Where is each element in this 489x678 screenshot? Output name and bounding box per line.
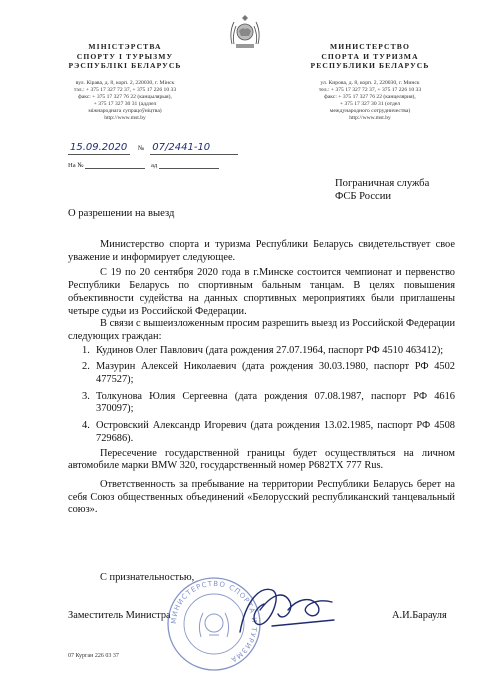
address-line: міжнароднага супрацоўніцтва) [88, 107, 162, 114]
body-paragraph: С 19 по 20 сентября 2020 года в г.Минске состоится чемпионат и первенство Республики Беларусь по спортивным бальным танцам. В целях повышения объективности судейства на данных спортивных мероприятиях были приглашены четыре судьи из Российской Федерации. [68, 267, 455, 317]
ministry-title-line: МИНИСТЕРСТВО [330, 42, 410, 51]
list-item-text: Островский Александр Игоревич (дата рождения 13.02.1985, паспорт РФ 4508 729686). [96, 420, 455, 444]
address-line: тэл.: + 375 17 327 72 37, + 375 17 226 10 33 [73, 86, 177, 93]
in-reply-field [85, 160, 145, 169]
recipient-block [335, 177, 475, 203]
address-line: ул. Кирова, д. 8, корп. 2, 220030, г. Минск [320, 79, 420, 86]
seal-text: МИНИСТЕРСТВО СПОРТА И ТУРИЗМА [169, 579, 259, 664]
ministry-title-line: СПОРТА И ТУРИЗМА [321, 51, 419, 61]
list-item-text: Мазурин Алексей Николаевич (дата рождения 30.03.1980, паспорт РФ 4502 477527); [96, 361, 455, 386]
ministry-title-line: РЕСПУБЛИКИ БЕЛАРУСЬ [310, 61, 430, 70]
signatory-name: А.И.Барауля [392, 610, 447, 621]
ministry-title-line: МІНІСТЭРСТВА [88, 42, 162, 51]
reference-date-number-line [68, 137, 248, 153]
body-paragraph: Пересечение государственной границы будет осуществляться на личном автомобиле марки BMW 320, государственный номер Р682ТХ 777 Rus. [68, 447, 455, 472]
in-reply-line [68, 160, 258, 169]
website-link[interactable]: http://www.mst.by [349, 114, 391, 121]
website-link[interactable]: http://www.mst.by [104, 114, 146, 121]
address-line: + 375 17 327 30 31 (аддзел [93, 100, 157, 107]
letterhead-right [275, 42, 465, 122]
list-item-text: Кудинов Олег Павлович (дата рождения 27.07.1964, паспорт РФ 4510 463412); [96, 344, 444, 356]
address-line: факс: + 375 17 327 76 22 (канцелярия), [324, 93, 416, 100]
from-field [159, 160, 219, 169]
subject-line: О разрешении на выезд [68, 208, 175, 219]
citizen-list [68, 345, 455, 446]
date-field [68, 141, 130, 155]
ministry-address-russian [275, 80, 465, 122]
list-item [82, 345, 455, 358]
list-item-number: 4. [82, 420, 90, 432]
ministry-title-line: СПОРТУ І ТУРЫЗМУ [76, 51, 174, 61]
list-item [82, 361, 455, 386]
letter-body [68, 239, 455, 517]
number-label: № [138, 145, 145, 152]
coat-of-arms-emblem [228, 14, 262, 52]
ministry-address-belarusian [30, 80, 220, 122]
address-line: тел.: + 375 17 327 72 37, + 375 17 226 10 33 [318, 86, 422, 93]
list-item-number: 2. [82, 361, 90, 373]
address-line: факс: + 375 17 327 76 22 (канцылярыя), [78, 93, 172, 100]
body-paragraph: Министерство спорта и туризма Республики Беларусь свидетельствует свое уважение и информирует следующее. [68, 239, 455, 263]
from-label: ад [150, 162, 158, 169]
list-item-number: 3. [82, 390, 90, 402]
handwritten-signature [232, 580, 347, 640]
signatory-position: Заместитель Министра [68, 610, 171, 621]
recipient-line: ФСБ России [335, 191, 392, 202]
address-line: вул. Кірава, д. 8, корп. 2, 220030, г. Мінск [75, 79, 175, 86]
list-item [82, 420, 455, 445]
executor-contact: 07 Курган 226 03 37 [68, 653, 119, 659]
body-paragraph: В связи с вышеизложенным просим разрешить выезд из Российской Федерации следующих граждан: [68, 318, 455, 342]
address-line: международного сотрудничества) [329, 107, 411, 114]
list-item-number: 1. [82, 344, 90, 356]
in-reply-label: На № [68, 162, 84, 169]
closing-regards: С признательностью, [100, 572, 195, 583]
body-paragraph: Ответственность за пребывание на территории Республики Беларусь берет на себя Союз общественных объединений «Белорусский республиканский танцевальный союз». [68, 478, 455, 516]
handwritten-date: 15.09.2020 [70, 142, 128, 153]
ministry-title-line: РЭСПУБЛІКІ БЕЛАРУСЬ [68, 61, 182, 70]
recipient-line: Пограничная служба [335, 178, 430, 189]
handwritten-number: 07/2441-10 [152, 142, 211, 153]
list-item [82, 391, 455, 416]
address-line: + 375 17 327 30 31 (отдел [339, 100, 401, 107]
letterhead-left [30, 42, 220, 122]
number-field [150, 141, 238, 155]
ministry-title-russian [275, 42, 465, 71]
ministry-title-belarusian [30, 42, 220, 71]
list-item-text: Толкунова Юлия Сергеевна (дата рождения 07.08.1987, паспорт РФ 4616 370097); [96, 390, 455, 415]
